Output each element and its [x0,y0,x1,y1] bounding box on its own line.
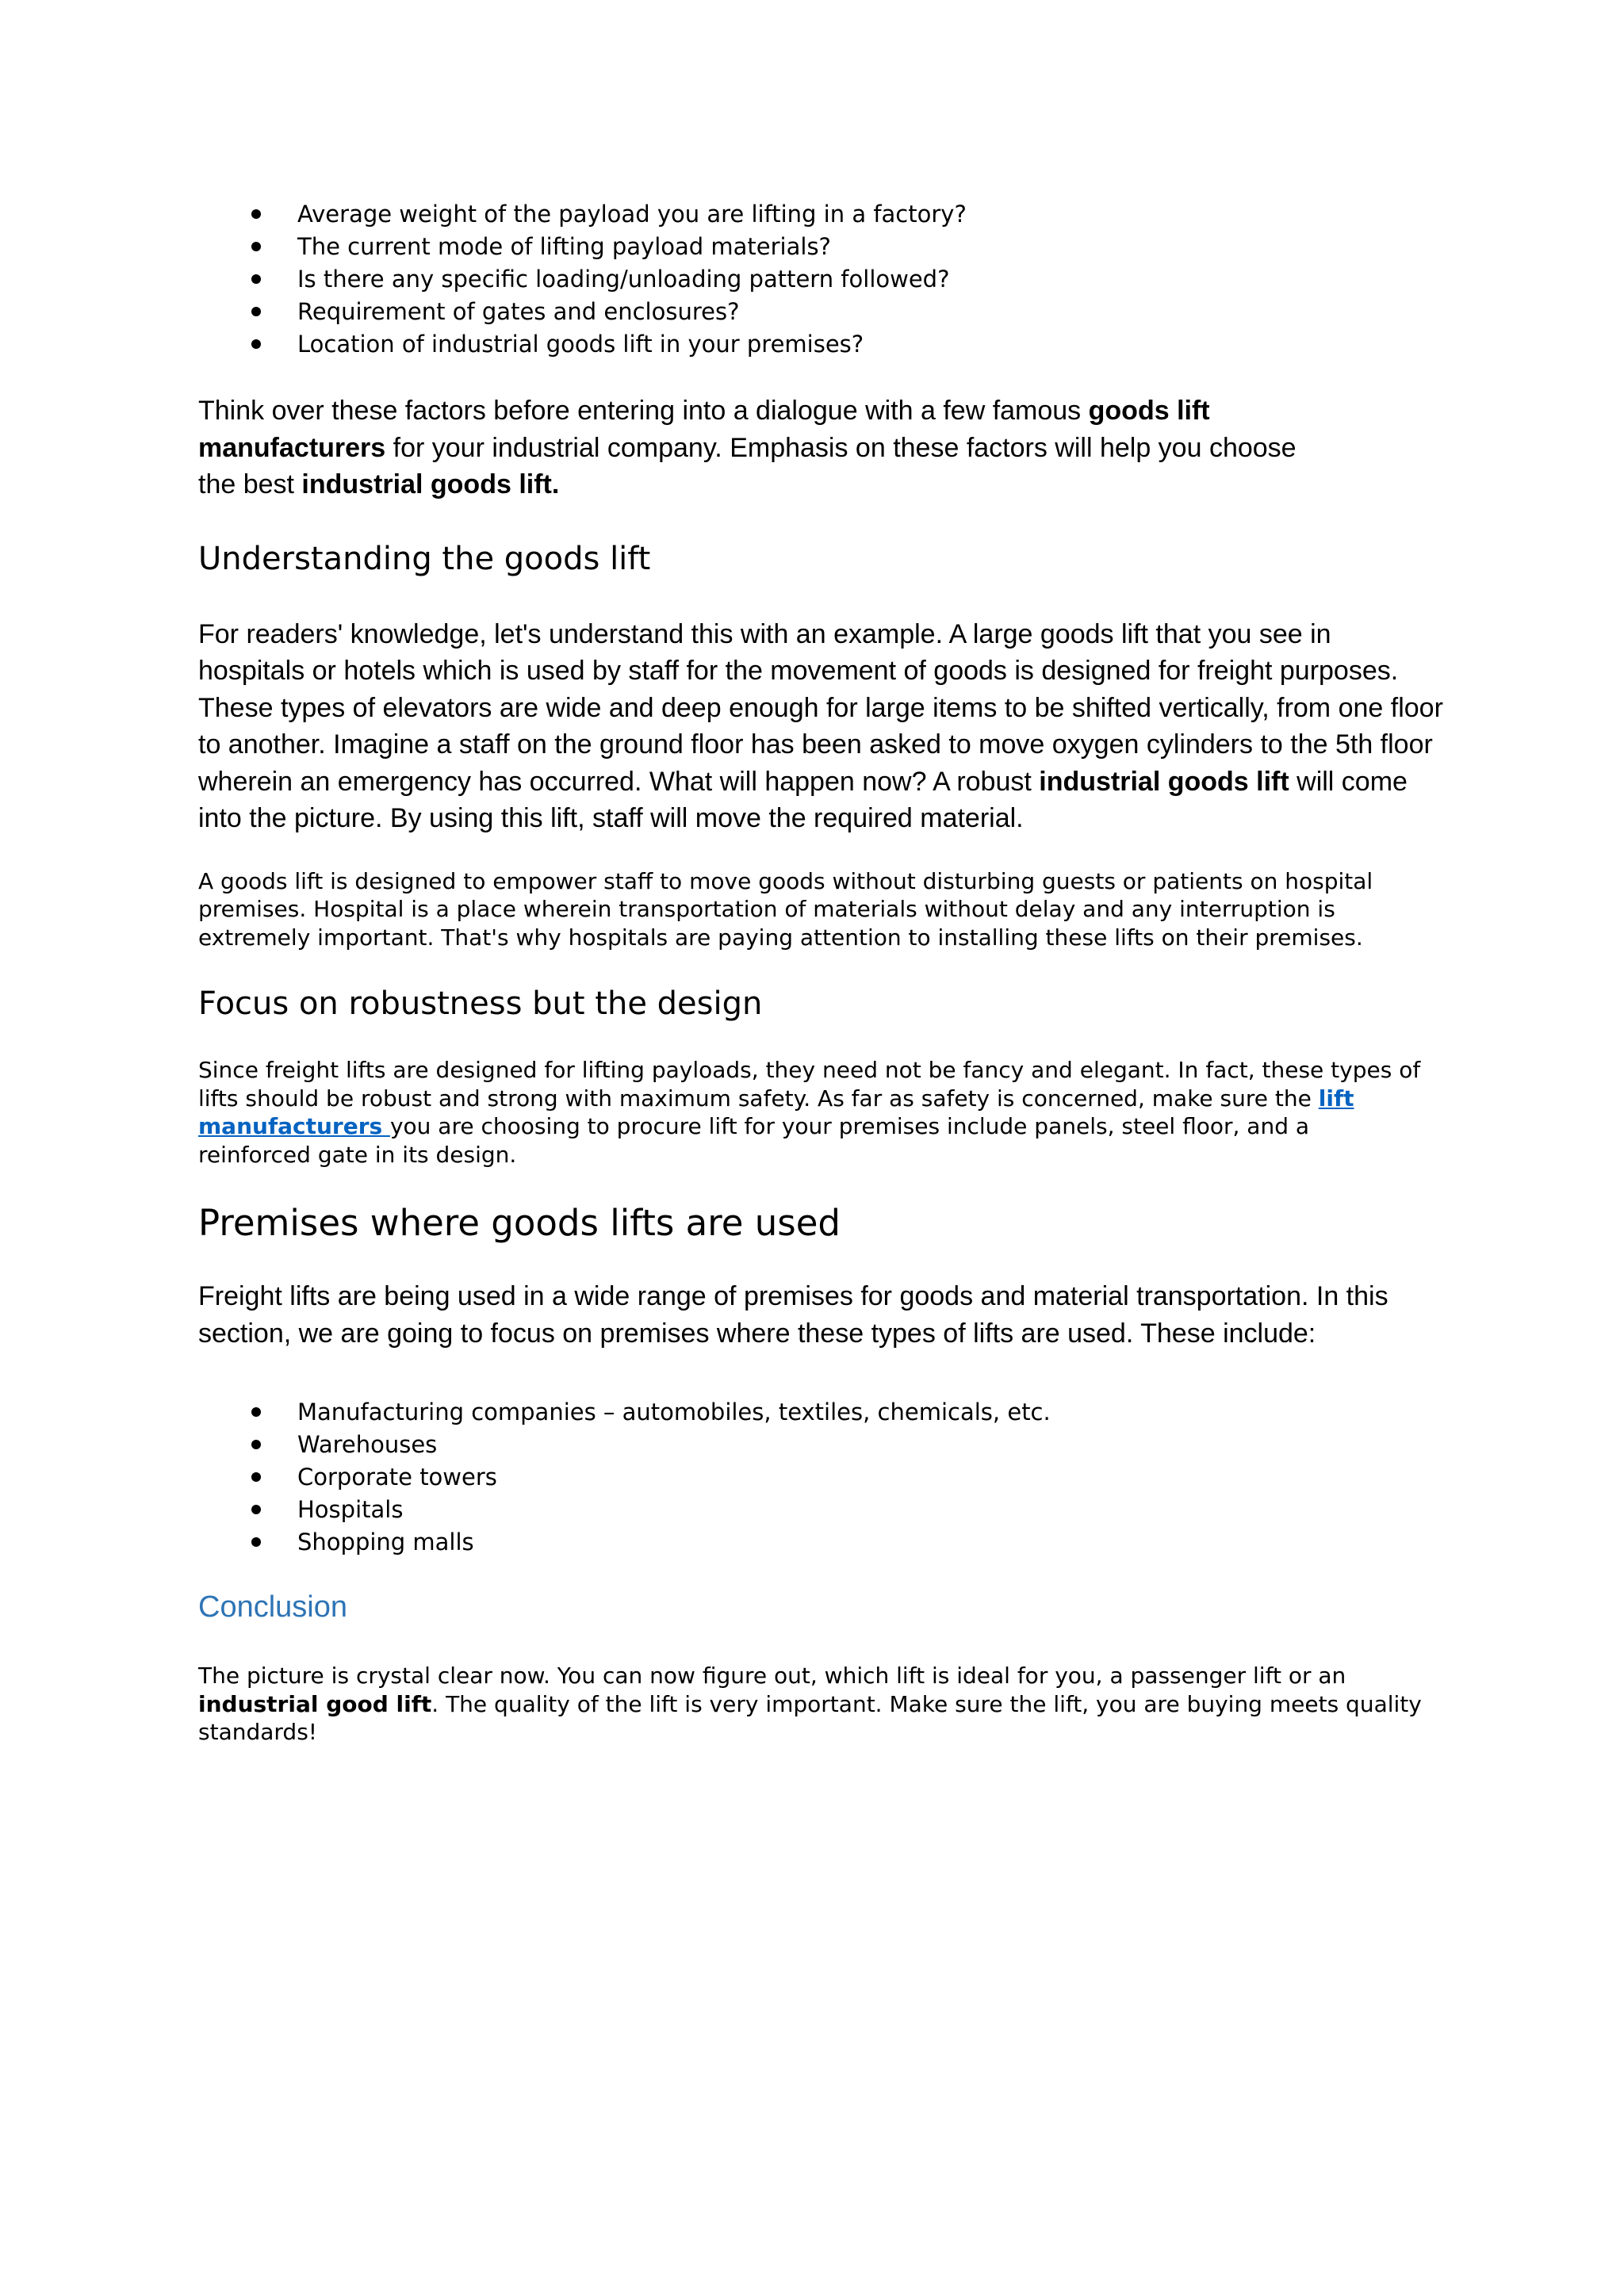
list-item-text: Is there any specific loading/unloading pattern followed? [297,266,950,293]
list-item [198,1429,1435,1461]
premises-list [198,1396,1435,1559]
list-item-text: Location of industrial goods lift in your premises? [297,331,864,358]
focus-paragraph: Since freight lifts are designed for lifting payloads, they need not be fancy and elegant. In fact, these types of lifts should be robust and strong with maximum safety. As far as safety is concerned, make sure the lift manufacturers you are choosing to procure lift for your premises include panels, steel floor, and a reinforced gate in its design. [198,1057,1421,1168]
conclusion-paragraph: The picture is crystal clear now. You can now figure out, which lift is ideal for you, a passenger lift or an industrial good lift. The quality of the lift is very important. Make sure the lift, you are buying meets quality standards! [198,1663,1422,1745]
factors-list [198,198,1435,361]
section-heading-understanding: Understanding the goods lift [198,540,651,577]
lift-manufacturers-link[interactable]: lift manufacturers [198,1085,1354,1139]
section-heading-conclusion: Conclusion [198,1590,347,1624]
bold-phrase: industrial goods lift [1039,766,1289,797]
understanding-paragraph: For readers' knowledge, let's understand this with an example. A large goods lift that you see in hospitals or hotels which is used by staff for the movement of goods is designed for freight purposes. These types of elevators are wide and deep enough for large items to be shifted vertically, from one floor to another. Imagine a staff on the ground floor has been asked to move oxygen cylinders to the 5th floor wherein an emergency has occurred. What will happen now? A robust industrial goods lift will come into the picture. By using this lift, staff will move the required material. [198,618,1443,833]
bullet-icon [251,1537,261,1547]
bold-phrase: industrial good lift [198,1690,432,1717]
bullet-icon [251,209,261,219]
list-item [198,1494,1435,1526]
list-item [198,1396,1435,1429]
bullet-icon [251,242,261,251]
bullet-icon [251,1440,261,1449]
list-item-text: Manufacturing companies – automobiles, textiles, chemicals, etc. [297,1399,1051,1425]
list-item [198,198,1435,231]
list-item [198,1461,1435,1494]
list-item-text: Warehouses [297,1431,438,1458]
list-item-text: Requirement of gates and enclosures? [297,298,740,325]
list-item-text: Hospitals [297,1496,404,1523]
bullet-icon [251,339,261,349]
list-item [198,1526,1435,1559]
section-heading-focus: Focus on robustness but the design [198,985,763,1022]
list-item [198,231,1435,263]
list-item-text: Average weight of the payload you are lifting in a factory? [297,201,967,228]
bullet-icon [251,1505,261,1514]
list-item-text: Corporate towers [297,1464,497,1490]
list-item [198,296,1435,328]
list-item-text: Shopping malls [297,1529,474,1556]
bullet-icon [251,1472,261,1482]
list-item-text: The current mode of lifting payload materials? [297,233,831,260]
bold-phrase: industrial goods lift. [301,469,560,499]
hospital-paragraph: A goods lift is designed to empower staff to move goods without disturbing guests or patients on hospital premises. Hospital is a place wherein transportation of materials without delay and any interruption is extremely important. That's why hospitals are paying attention to installing these lifts on their premises. [198,867,1373,951]
document-body [198,198,1443,1747]
intro-paragraph: Think over these factors before entering into a dialogue with a few famous goods lift manufacturers for your industrial company. Emphasis on these factors will help you choose the best industrial goods lift. [198,396,1297,499]
bullet-icon [251,1407,261,1417]
list-item [198,328,1435,361]
premises-paragraph: Freight lifts are being used in a wide range of premises for goods and material transportation. In this section, we are going to focus on premises where these types of lifts are used. These include: [198,1281,1388,1349]
bold-phrase: goods lift manufacturers [198,396,1210,463]
list-item [198,263,1435,296]
bullet-icon [251,307,261,316]
bullet-icon [251,274,261,284]
section-heading-premises: Premises where goods lifts are used [198,1202,841,1244]
